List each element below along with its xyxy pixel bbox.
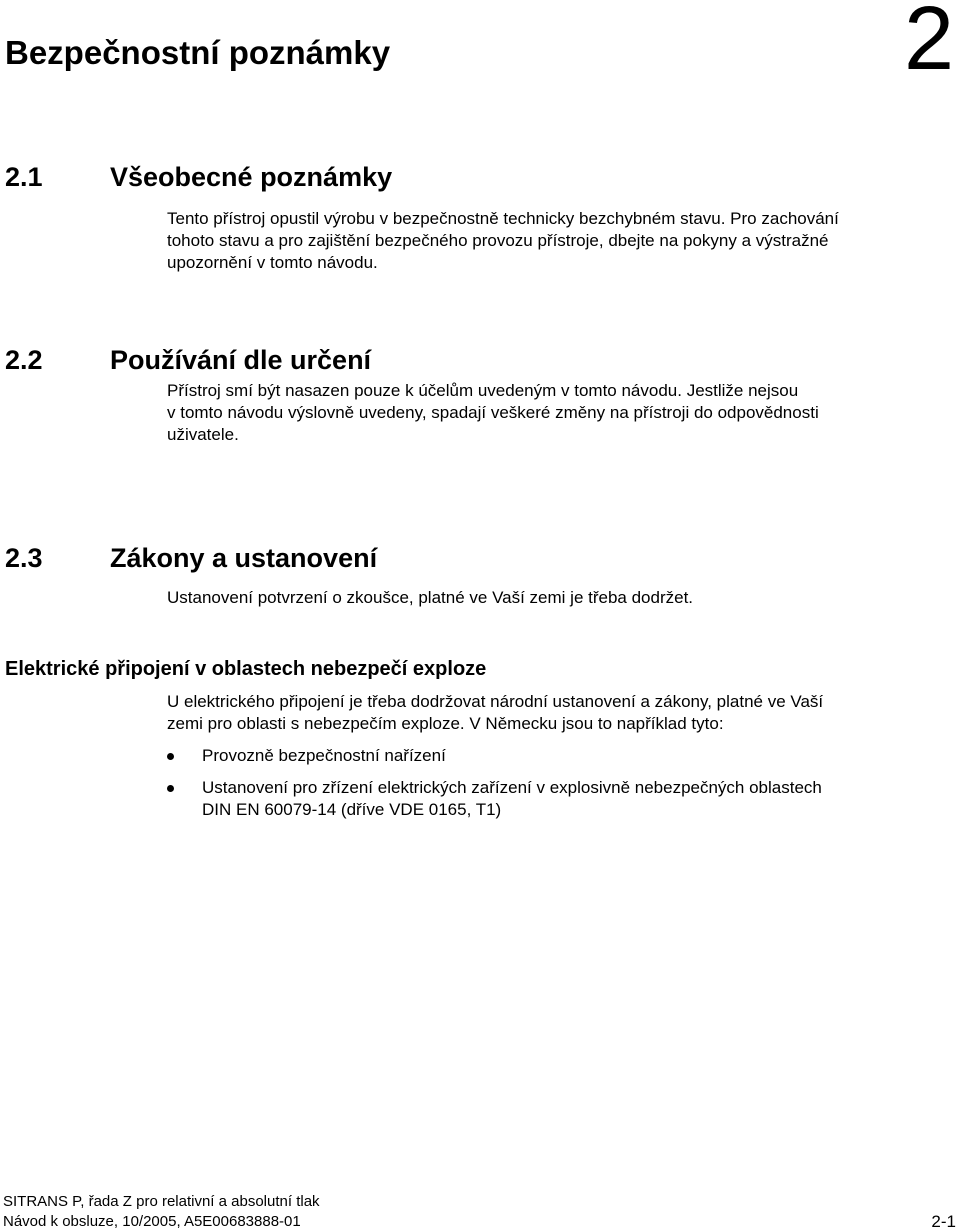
bullet-line: DIN EN 60079-14 (dříve VDE 0165, T1) <box>202 800 502 819</box>
bullet-item <box>167 745 947 767</box>
footer-page-number: 2-1 <box>931 1212 956 1231</box>
ex-subheading: Elektrické připojení v oblastech nebezpečí exploze <box>5 658 487 680</box>
footer-manual: Návod k obsluze, 10/2005, A5E00683888-01 <box>3 1213 301 1230</box>
footer-product: SITRANS P, řada Z pro relativní a absolutní tlak <box>3 1193 320 1210</box>
paragraph-line: Přístroj smí být nasazen pouze k účelům uvedeným v tomto návodu. Jestliže nejsou <box>167 381 799 400</box>
bullet-text <box>202 745 446 767</box>
chapter-title: Bezpečnostní poznámky <box>5 34 391 71</box>
bullet-line: Ustanovení pro zřízení elektrických zařízení v explosivně nebezpečných oblastech <box>202 778 822 797</box>
paragraph-line: uživatele. <box>167 425 239 444</box>
section-paragraph <box>167 208 957 274</box>
section-title: Používání dle určení <box>110 345 372 375</box>
section-title: Zákony a ustanovení <box>110 543 378 573</box>
bullet-item <box>167 777 947 821</box>
paragraph-line: v tomto návodu výslovně uvedeny, spadají veškeré změny na přístroji do odpovědnosti <box>167 403 819 422</box>
paragraph-line: zemi pro oblasti s nebezpečím exploze. V Německu jsou to například tyto: <box>167 714 724 733</box>
section-number: 2.1 <box>5 162 43 192</box>
paragraph-line: U elektrického připojení je třeba dodržovat národní ustanovení a zákony, platné ve Vaší <box>167 692 824 711</box>
bullet-dot-icon <box>167 753 174 760</box>
ex-paragraph <box>167 691 957 735</box>
section-number: 2.3 <box>5 543 43 573</box>
bullet-line: Provozně bezpečnostní nařízení <box>202 746 446 765</box>
bullet-dot-icon <box>167 785 174 792</box>
paragraph-line: tohoto stavu a pro zajištění bezpečného provozu přístroje, dbejte na pokyny a výstražné <box>167 231 829 250</box>
paragraph-line: Ustanovení potvrzení o zkoušce, platné ve Vaší zemi je třeba dodržet. <box>167 588 694 607</box>
section-paragraph <box>167 587 957 609</box>
paragraph-line: Tento přístroj opustil výrobu v bezpečnostně technicky bezchybném stavu. Pro zachování <box>167 209 839 228</box>
chapter-number: 2 <box>903 0 954 89</box>
section-paragraph <box>167 380 957 446</box>
bullet-text <box>202 777 822 821</box>
section-number: 2.2 <box>5 345 43 375</box>
paragraph-line: upozornění v tomto návodu. <box>167 253 378 272</box>
section-title: Všeobecné poznámky <box>110 162 393 192</box>
